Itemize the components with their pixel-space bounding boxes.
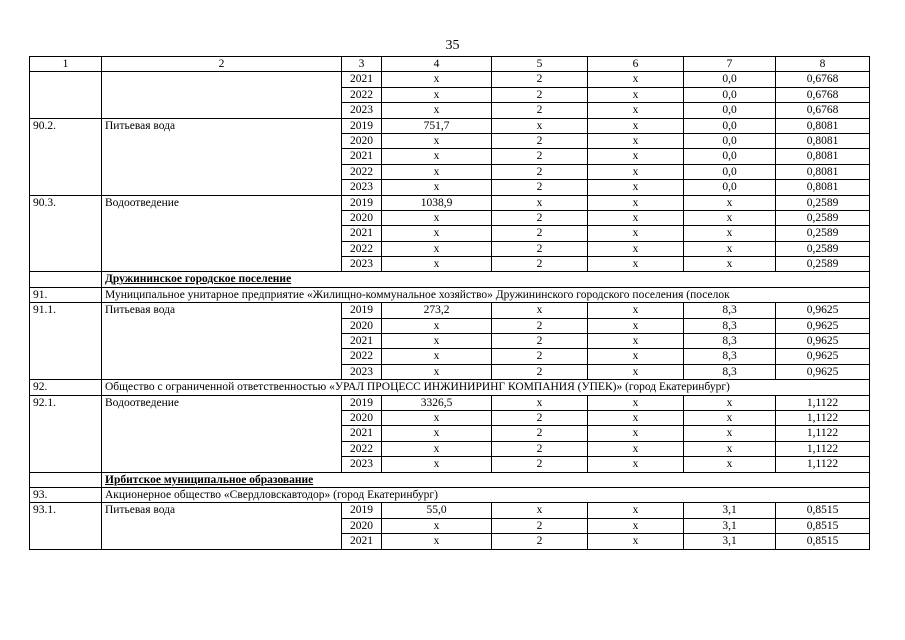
organization-name: Акционерное общество «Свердловскавтодор» (город Екатеринбург) [102,487,870,502]
col5-cell: 2 [492,210,588,225]
col6-cell: x [588,257,684,272]
col5-cell: 2 [492,349,588,364]
col6-cell: x [588,503,684,518]
value-cell: x [382,426,492,441]
rate-cell: 0,9625 [776,334,870,349]
col5-cell: x [492,395,588,410]
value-cell: x [382,133,492,148]
rate-cell: 1,1122 [776,395,870,410]
column-header: 1 [30,57,102,72]
rate-cell: 0,8081 [776,149,870,164]
column-header: 5 [492,57,588,72]
value-cell: x [382,72,492,87]
col5-cell: 2 [492,241,588,256]
value-cell: x [382,441,492,456]
col5-cell: 2 [492,364,588,379]
col5-cell: 2 [492,72,588,87]
col7-cell: x [684,257,776,272]
year-cell: 2020 [342,518,382,533]
value-cell: 3326,5 [382,395,492,410]
col6-cell: x [588,518,684,533]
section-row [30,472,870,487]
row-number: 92.1. [30,395,102,472]
row-number: 93. [30,487,102,502]
col7-cell: x [684,210,776,225]
year-cell: 2021 [342,72,382,87]
col5-cell: 2 [492,180,588,195]
col6-cell: x [588,426,684,441]
col6-cell: x [588,87,684,102]
value-cell: x [382,518,492,533]
year-cell: 2023 [342,364,382,379]
col6-cell: x [588,410,684,425]
col5-cell: 2 [492,164,588,179]
year-cell: 2022 [342,241,382,256]
col5-cell: x [492,303,588,318]
col6-cell: x [588,334,684,349]
col6-cell: x [588,103,684,118]
row-number: 93.1. [30,503,102,549]
col6-cell: x [588,210,684,225]
col7-cell: 0,0 [684,103,776,118]
col5-cell: x [492,503,588,518]
col7-cell: 0,0 [684,118,776,133]
year-cell: 2021 [342,334,382,349]
col6-cell: x [588,226,684,241]
row-number: 90.2. [30,118,102,195]
col7-cell: x [684,195,776,210]
row-number: 92. [30,380,102,395]
col7-cell: 0,0 [684,87,776,102]
col6-cell: x [588,441,684,456]
col6-cell: x [588,164,684,179]
table-row [30,503,870,518]
value-cell: x [382,241,492,256]
col7-cell: x [684,241,776,256]
value-cell: 751,7 [382,118,492,133]
col7-cell: x [684,226,776,241]
service-name: Питьевая вода [102,303,342,380]
year-cell: 2021 [342,149,382,164]
col7-cell: 8,3 [684,349,776,364]
col7-cell: 3,1 [684,503,776,518]
col7-cell: 8,3 [684,364,776,379]
year-cell: 2022 [342,441,382,456]
table-row [30,395,870,410]
year-cell: 2020 [342,410,382,425]
rate-cell: 0,2589 [776,257,870,272]
organization-row [30,487,870,502]
year-cell: 2020 [342,133,382,148]
year-cell: 2022 [342,87,382,102]
col5-cell: 2 [492,87,588,102]
col6-cell: x [588,457,684,472]
tariff-table [29,56,870,550]
rate-cell: 0,2589 [776,195,870,210]
service-name: Водоотведение [102,195,342,272]
table-row [30,118,870,133]
rate-cell: 0,6768 [776,72,870,87]
year-cell: 2023 [342,103,382,118]
value-cell: x [382,410,492,425]
col5-cell: x [492,118,588,133]
column-header: 6 [588,57,684,72]
value-cell: 273,2 [382,303,492,318]
col6-cell: x [588,149,684,164]
col7-cell: 0,0 [684,133,776,148]
value-cell: x [382,457,492,472]
value-cell: x [382,534,492,549]
col7-cell: x [684,426,776,441]
year-cell: 2019 [342,195,382,210]
rate-cell: 1,1122 [776,410,870,425]
value-cell: x [382,349,492,364]
year-cell: 2021 [342,226,382,241]
col5-cell: 2 [492,410,588,425]
section-num-cell [30,272,102,287]
organization-row [30,380,870,395]
col5-cell: 2 [492,441,588,456]
col5-cell: 2 [492,457,588,472]
year-cell: 2019 [342,395,382,410]
col6-cell: x [588,534,684,549]
organization-name: Общество с ограниченной ответственностью «УРАЛ ПРОЦЕСС ИНЖИНИРИНГ КОМПАНИЯ (УПЕК)» (город Екатеринбург) [102,380,870,395]
rate-cell: 0,9625 [776,349,870,364]
organization-row [30,287,870,302]
rate-cell: 1,1122 [776,457,870,472]
organization-name: Муниципальное унитарное предприятие «Жилищно-коммунальное хозяйство» Дружининского городского поселения (поселок [102,287,870,302]
column-header: 7 [684,57,776,72]
col7-cell: 8,3 [684,334,776,349]
rate-cell: 0,9625 [776,318,870,333]
service-name: Питьевая вода [102,503,342,549]
col6-cell: x [588,303,684,318]
year-cell: 2022 [342,349,382,364]
value-cell: x [382,257,492,272]
rate-cell: 0,8515 [776,534,870,549]
col7-cell: 8,3 [684,318,776,333]
section-row [30,272,870,287]
year-cell: 2022 [342,164,382,179]
year-cell: 2019 [342,118,382,133]
column-header-row [30,57,870,72]
col6-cell: x [588,349,684,364]
service-name: Питьевая вода [102,118,342,195]
col5-cell: 2 [492,226,588,241]
col5-cell: 2 [492,518,588,533]
rate-cell: 0,8081 [776,164,870,179]
col5-cell: 2 [492,318,588,333]
table-row [30,72,870,87]
row-number: 90.3. [30,195,102,272]
rate-cell: 0,8515 [776,503,870,518]
row-number: 91.1. [30,303,102,380]
col6-cell: x [588,118,684,133]
section-num-cell [30,472,102,487]
col7-cell: x [684,410,776,425]
value-cell: x [382,318,492,333]
col6-cell: x [588,72,684,87]
service-name [102,72,342,118]
rate-cell: 0,9625 [776,303,870,318]
rate-cell: 0,8081 [776,118,870,133]
col6-cell: x [588,133,684,148]
rate-cell: 0,2589 [776,241,870,256]
page-number: 35 [445,38,460,53]
year-cell: 2023 [342,180,382,195]
value-cell: 1038,9 [382,195,492,210]
year-cell: 2023 [342,257,382,272]
column-header: 4 [382,57,492,72]
value-cell: x [382,226,492,241]
column-header: 2 [102,57,342,72]
col7-cell: x [684,457,776,472]
col5-cell: 2 [492,133,588,148]
column-header: 8 [776,57,870,72]
col7-cell: 0,0 [684,72,776,87]
value-cell: x [382,364,492,379]
col5-cell: 2 [492,334,588,349]
year-cell: 2020 [342,318,382,333]
col6-cell: x [588,180,684,195]
col6-cell: x [588,395,684,410]
table-row [30,303,870,318]
year-cell: 2019 [342,303,382,318]
year-cell: 2020 [342,210,382,225]
rate-cell: 1,1122 [776,441,870,456]
value-cell: x [382,87,492,102]
row-number: 91. [30,287,102,302]
col5-cell: 2 [492,257,588,272]
col6-cell: x [588,364,684,379]
section-title: Ирбитское муниципальное образование [102,472,870,487]
col6-cell: x [588,241,684,256]
value-cell: x [382,164,492,179]
value-cell: x [382,210,492,225]
col6-cell: x [588,195,684,210]
col5-cell: 2 [492,103,588,118]
value-cell: 55,0 [382,503,492,518]
rate-cell: 1,1122 [776,426,870,441]
col5-cell: 2 [492,426,588,441]
column-header: 3 [342,57,382,72]
value-cell: x [382,334,492,349]
table-row [30,195,870,210]
rate-cell: 0,2589 [776,226,870,241]
rate-cell: 0,8515 [776,518,870,533]
service-name: Водоотведение [102,395,342,472]
rate-cell: 0,8081 [776,180,870,195]
year-cell: 2023 [342,457,382,472]
col7-cell: 0,0 [684,149,776,164]
rate-cell: 0,8081 [776,133,870,148]
col7-cell: 3,1 [684,518,776,533]
col7-cell: 3,1 [684,534,776,549]
col7-cell: 0,0 [684,164,776,179]
value-cell: x [382,103,492,118]
col5-cell: 2 [492,149,588,164]
section-title: Дружининское городское поселение [102,272,870,287]
rate-cell: 0,6768 [776,103,870,118]
rate-cell: 0,9625 [776,364,870,379]
col6-cell: x [588,318,684,333]
rate-cell: 0,6768 [776,87,870,102]
year-cell: 2021 [342,534,382,549]
col5-cell: x [492,195,588,210]
rate-cell: 0,2589 [776,210,870,225]
value-cell: x [382,180,492,195]
col7-cell: 8,3 [684,303,776,318]
col7-cell: 0,0 [684,180,776,195]
col7-cell: x [684,441,776,456]
year-cell: 2019 [342,503,382,518]
value-cell: x [382,149,492,164]
row-number [30,72,102,118]
col7-cell: x [684,395,776,410]
col5-cell: 2 [492,534,588,549]
year-cell: 2021 [342,426,382,441]
